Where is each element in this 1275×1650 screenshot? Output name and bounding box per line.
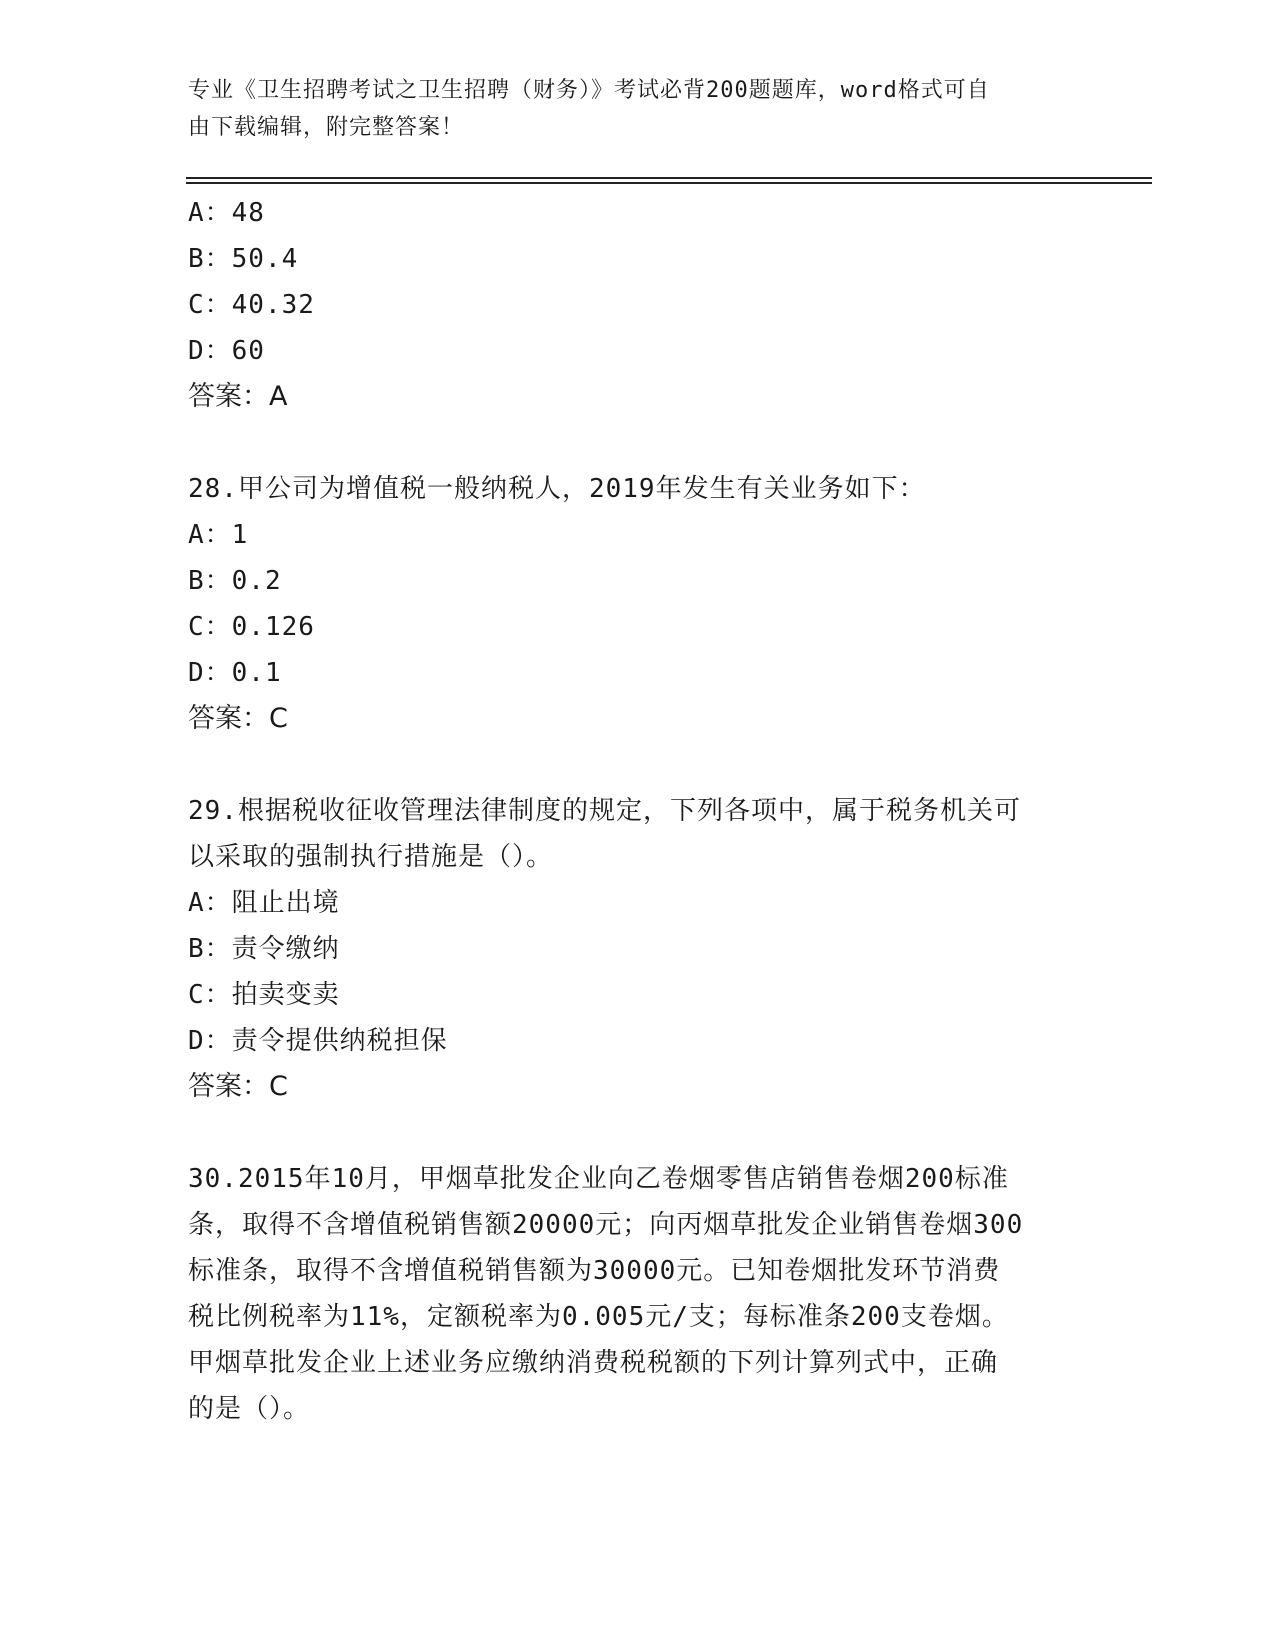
spacer	[188, 1110, 1088, 1156]
question-stem-line: 的是（）。	[188, 1394, 311, 1424]
option-a: A：48	[188, 198, 265, 228]
header-divider-top	[186, 177, 1152, 179]
option-a: A：1	[188, 520, 249, 550]
question-stem: 28.甲公司为增值税一般纳税人，2019年发生有关业务如下：	[188, 474, 926, 504]
question-27	[188, 190, 1088, 420]
option-c: C：40.32	[188, 290, 315, 320]
question-stem-line: 30.2015年10月，甲烟草批发企业向乙卷烟零售店销售卷烟200标准	[188, 1164, 1009, 1194]
option-d: D：60	[188, 336, 265, 366]
question-stem-line: 条，取得不含增值税销售额20000元；向丙烟草批发企业销售卷烟300	[188, 1210, 1024, 1240]
spacer	[188, 742, 1088, 788]
question-stem-line: 税比例税率为11%，定额税率为0.005元/支；每标准条200支卷烟。	[188, 1302, 1009, 1332]
document-header	[188, 72, 1088, 146]
question-stem-line: 标准条，取得不含增值税销售额为30000元。已知卷烟批发环节消费	[188, 1256, 1001, 1286]
header-line-1: 专业《卫生招聘考试之卫生招聘（财务）》考试必背200题题库，word格式可自	[188, 78, 990, 103]
answer: 答案：C	[188, 703, 288, 734]
spacer	[188, 420, 1088, 466]
answer: 答案：A	[188, 381, 288, 412]
option-b: B：50.4	[188, 244, 299, 274]
option-d: D：0.1	[188, 658, 282, 688]
option-c: C：拍卖变卖	[188, 980, 340, 1010]
option-d: D：责令提供纳税担保	[188, 1026, 448, 1056]
question-stem-line: 以采取的强制执行措施是（）。	[188, 842, 554, 872]
option-b: B：责令缴纳	[188, 934, 340, 964]
question-list	[188, 190, 1088, 1432]
option-c: C：0.126	[188, 612, 315, 642]
answer: 答案：C	[188, 1071, 288, 1102]
question-stem-line: 甲烟草批发企业上述业务应缴纳消费税税额的下列计算列式中，正确	[188, 1348, 999, 1378]
question-30	[188, 1156, 1088, 1432]
question-stem-line: 29.根据税收征收管理法律制度的规定，下列各项中，属于税务机关可	[188, 796, 1021, 826]
question-29	[188, 788, 1088, 1110]
header-divider-bottom	[186, 182, 1152, 184]
header-line-2: 由下载编辑，附完整答案！	[188, 115, 465, 140]
question-28	[188, 466, 1088, 742]
option-b: B：0.2	[188, 566, 282, 596]
option-a: A：阻止出境	[188, 888, 340, 918]
